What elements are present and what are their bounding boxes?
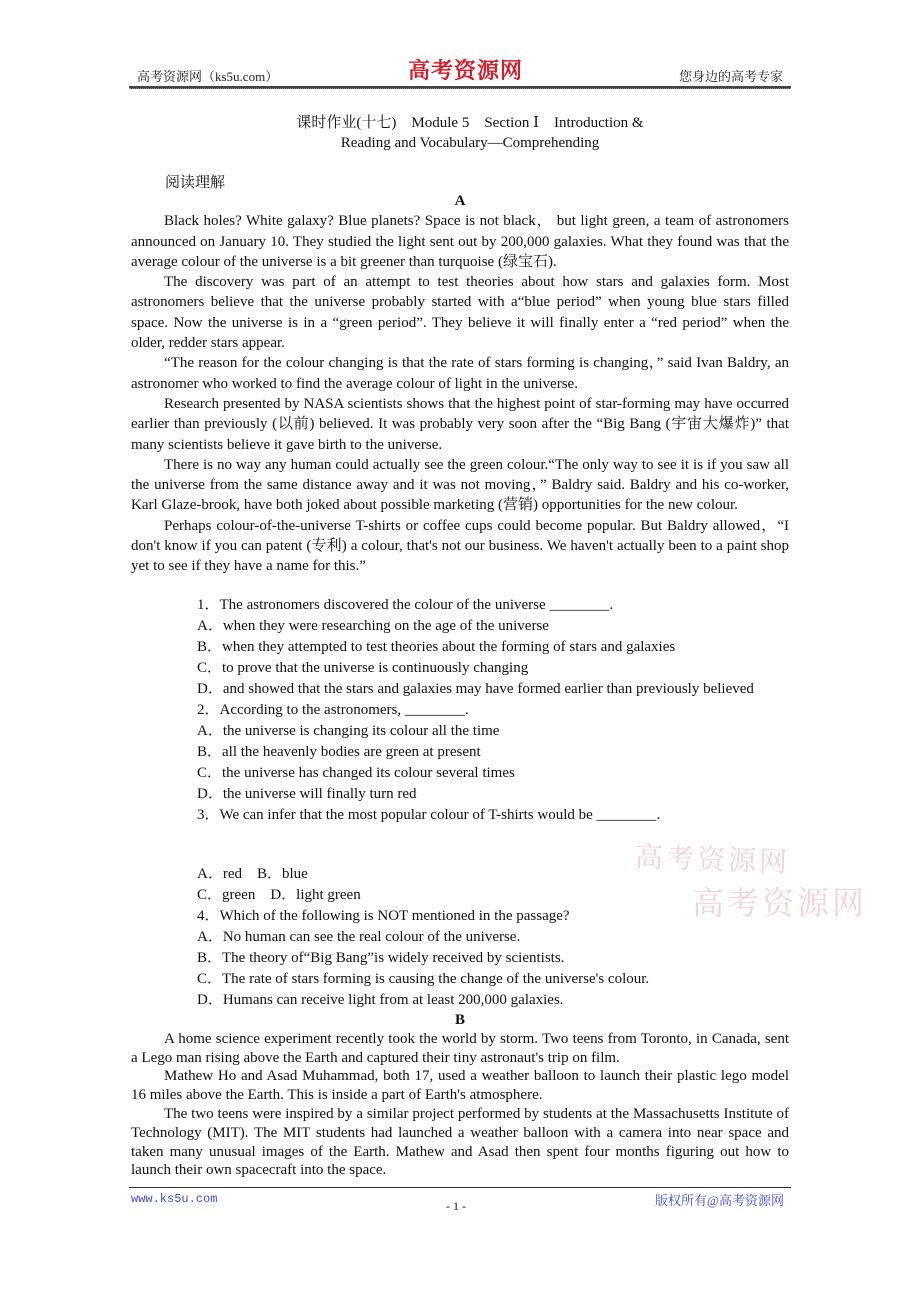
header-logo: 高考资源网 [408,58,524,83]
paragraph: A home science experiment recently took the world by storm. Two teens from Toronto, in Canada, sent a Lego man rising above the Earth and captured their tiny astronaut's trip on film. [131,1030,789,1066]
question-line: 3．We can infer that the most popular colour of T-shirts would be ________. [197,807,661,823]
option-line: D．and showed that the stars and galaxies may have formed earlier than previously believed [197,681,754,697]
question-line: 1．The astronomers discovered the colour of the universe ________. [197,597,614,613]
page-subtitle: Reading and Vocabulary—Comprehending [340,135,600,151]
header-site-name: 高考资源网（ks5u.com） [137,69,279,84]
question-line: 4．Which of the following is NOT mentioned in the passage? [197,908,570,924]
option-line: D．the universe will finally turn red [197,786,417,802]
footer-url[interactable]: www.ks5u.com [131,1192,218,1206]
footer-copyright: 版权所有@高考资源网 [655,1193,784,1208]
passage-a [131,191,789,577]
option-line: C．The rate of stars forming is causing the change of the universe's colour. [197,971,650,987]
option-line: A．No human can see the real colour of the universe. [197,929,521,945]
paragraph: Mathew Ho and Asad Muhammad, both 17, used a weather balloon to launch their plastic lego model 16 miles above the Earth. This is inside a part of Earth's atmosphere. [131,1068,789,1104]
page-number: - 1 - [446,1199,466,1213]
passage-b-label: B [454,1012,465,1028]
option-line: A．red B．blue [197,866,308,882]
paragraph: Perhaps colour-of-the-universe T-shirts or coffee cups could become popular. But Baldry allowed，“I don't know if you can patent (专利) a colour, that's not our business. We haven't actually been to a paint shop yet to see if they have a name for this.” [131,517,789,575]
paragraph: The two teens were inspired by a similar project performed by students at the Massachusetts Institute of Technology (MIT). The MIT students had launched a weather balloon with a camera into near space and taken many unusual images of the Earth. Mathew and Asad then spent four months figuring out how to launch their own spacecraft into the space. [131,1105,789,1179]
option-line: C．green D．light green [197,887,361,903]
questions-part-2 [131,864,789,1011]
question-line: 2．According to the astronomers, ________. [197,702,469,718]
option-line: A．when they were researching on the age of the universe [197,618,549,634]
option-line: D．Humans can receive light from at least 200,000 galaxies. [197,992,564,1008]
watermark: 高考资源网 [692,885,868,921]
option-line: C．the universe has changed its colour several times [197,765,515,781]
option-line: A．the universe is changing its colour all the time [197,723,500,739]
option-line: B．The theory of“Big Bang”is widely received by scientists. [197,950,565,966]
paragraph: Research presented by NASA scientists shows that the highest point of star-forming may have occurred earlier than previously (以前) believed. It was probably very soon after the “Big Bang (宇宙大爆炸)” that many scientists believe it gave birth to the universe. [131,395,789,453]
header-divider [129,86,791,89]
paragraph: “The reason for the colour changing is that the rate of stars forming is changing，” said Ivan Baldry, an astronomer who worked to find the average colour of light in the universe. [131,355,789,392]
passage-a-label: A [454,193,466,209]
option-line: C．to prove that the universe is continuously changing [197,660,529,676]
questions-part-1 [131,595,789,826]
footer-divider [129,1187,791,1188]
option-line: B．all the heavenly bodies are green at present [197,744,481,760]
paragraph: There is no way any human could actually see the green colour.“The only way to see it is if you saw all the universe from the same distance away and it was not moving，” Baldry said. Baldry and his co-worker, Karl Glaze-brook, have both joked about possible marketing (营销) opportunities for the new colour. [131,456,789,514]
watermark: 高考资源网 [634,842,791,879]
paragraph: Black holes? White galaxy? Blue planets? Space is not black， but light green, a team of astronomers announced on January 10. They studied the light sent out by 200,000 galaxies. What they found was that the average colour of the universe is a bit greener than turquoise (绿宝石). [131,213,789,270]
page-title: 课时作业(十七) Module 5 Section Ⅰ Introduction & [296,115,644,131]
header-slogan: 您身边的高考专家 [678,69,783,84]
section-label: 阅读理解 [165,175,226,191]
paragraph: The discovery was part of an attempt to test theories about how stars and galaxies form. Most astronomers believe that the universe probably started with a“blue period” when young blue stars filled space. Now the universe is in a “green period”. They believe it will finally enter a “red period” when the older, redder stars appear. [131,274,789,352]
passage-b [131,1011,789,1180]
option-line: B．when they attempted to test theories about the forming of stars and galaxies [197,639,676,655]
